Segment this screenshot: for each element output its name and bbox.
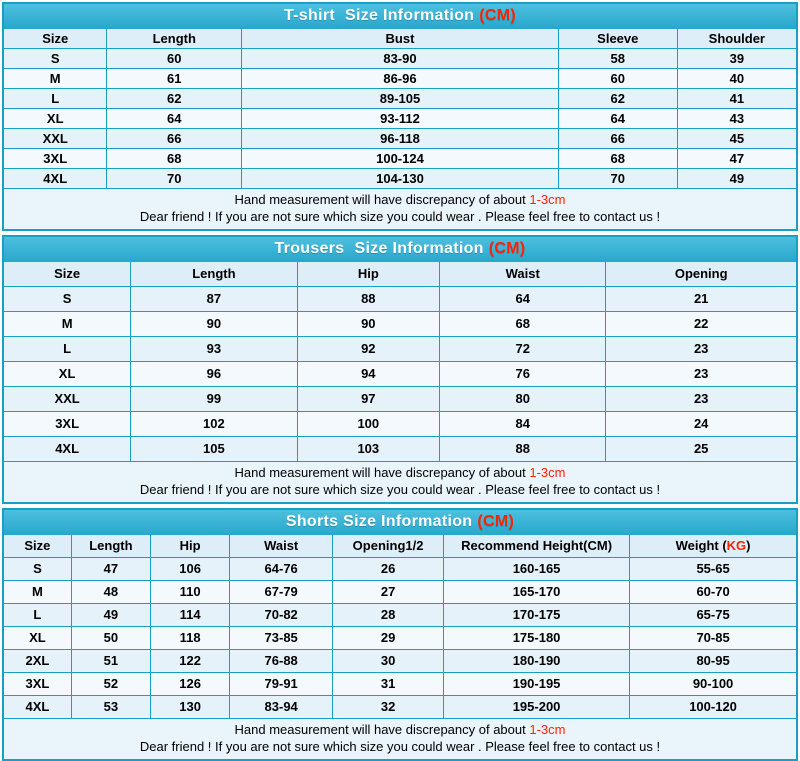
cell: 195-200 <box>444 696 630 719</box>
shorts-header-weight-post: ) <box>746 538 751 553</box>
shorts-header-weight <box>630 535 796 558</box>
tshirt-note-measurement-text: Hand measurement will have discrepancy of about <box>234 192 530 207</box>
tshirt-title-unit-open: ( <box>479 7 485 24</box>
tshirt-note-measurement <box>4 191 796 208</box>
table-row <box>4 49 796 69</box>
cell: 90 <box>297 312 440 337</box>
table-row <box>4 604 796 627</box>
shorts-header-height-post: ) <box>607 538 613 553</box>
shorts-notes <box>4 719 796 759</box>
cell: 21 <box>606 287 796 312</box>
table-row <box>4 109 796 129</box>
trousers-size-table <box>4 262 796 462</box>
shorts-note-contact: Dear friend ! If you are not sure which size you could wear . Please feel free to contact us ! <box>139 739 661 754</box>
trousers-header-length: Length <box>131 262 297 287</box>
tshirt-header-bust: Bust <box>242 29 559 49</box>
tshirt-title-unit-close: ) <box>510 7 517 24</box>
cell: 23 <box>606 337 796 362</box>
cell: 80-95 <box>630 650 796 673</box>
cell: 96 <box>131 362 297 387</box>
table-row <box>4 650 796 673</box>
cell: 49 <box>71 604 150 627</box>
cell: 88 <box>440 437 606 462</box>
shorts-note-tolerance: 1-3cm <box>529 722 566 737</box>
table-row <box>4 69 796 89</box>
shorts-title-main: Shorts Size Information <box>285 513 473 530</box>
cell: 110 <box>151 581 230 604</box>
table-header-row <box>4 29 796 49</box>
cell: 47 <box>677 149 796 169</box>
cell: 2XL <box>4 650 71 673</box>
cell: 62 <box>107 89 242 109</box>
cell: 114 <box>151 604 230 627</box>
table-row <box>4 169 796 189</box>
shorts-title-unit-open: ( <box>477 513 483 530</box>
shorts-header-length: Length <box>71 535 150 558</box>
cell: 96-118 <box>242 129 559 149</box>
cell: XL <box>4 109 107 129</box>
cell: 175-180 <box>444 627 630 650</box>
cell: 90 <box>131 312 297 337</box>
table-row <box>4 287 796 312</box>
cell: 4XL <box>4 696 71 719</box>
cell: 50 <box>71 627 150 650</box>
cell: 100-120 <box>630 696 796 719</box>
cell: 32 <box>333 696 444 719</box>
cell: 52 <box>71 673 150 696</box>
cell: 62 <box>558 89 677 109</box>
tshirt-note-tolerance: 1-3cm <box>529 192 566 207</box>
shorts-title-unit-close: ) <box>508 513 515 530</box>
cell: 73-85 <box>230 627 333 650</box>
trousers-panel-title <box>4 237 796 262</box>
cell: 58 <box>558 49 677 69</box>
cell: 3XL <box>4 149 107 169</box>
shorts-header-hip: Hip <box>151 535 230 558</box>
tshirt-title-main: T-shirt <box>283 7 335 24</box>
cell: S <box>4 287 131 312</box>
cell: 90-100 <box>630 673 796 696</box>
table-row <box>4 627 796 650</box>
cell: 100 <box>297 412 440 437</box>
trousers-title-unit-open: ( <box>488 240 495 257</box>
shorts-header-opening: Opening1/2 <box>333 535 444 558</box>
shorts-note-measurement <box>4 721 796 738</box>
cell: 87 <box>131 287 297 312</box>
shorts-header-weight-pre: Weight ( <box>675 538 727 553</box>
table-row <box>4 696 796 719</box>
shorts-size-table <box>4 535 796 719</box>
cell: 92 <box>297 337 440 362</box>
cell: 60 <box>107 49 242 69</box>
cell: 99 <box>131 387 297 412</box>
cell: 80 <box>440 387 606 412</box>
cell: 49 <box>677 169 796 189</box>
cell: 45 <box>677 129 796 149</box>
cell: 23 <box>606 362 796 387</box>
trousers-note-measurement <box>4 464 796 481</box>
cell: S <box>4 558 71 581</box>
cell: 28 <box>333 604 444 627</box>
table-header-row <box>4 262 796 287</box>
table-row <box>4 129 796 149</box>
cell: 130 <box>151 696 230 719</box>
cell: 102 <box>131 412 297 437</box>
cell: 76 <box>440 362 606 387</box>
cell: 66 <box>558 129 677 149</box>
cell: 97 <box>297 387 440 412</box>
cell: 67-79 <box>230 581 333 604</box>
cell: L <box>4 604 71 627</box>
cell: 104-130 <box>242 169 559 189</box>
cell: L <box>4 89 107 109</box>
cell: 122 <box>151 650 230 673</box>
table-row <box>4 437 796 462</box>
cell: 88 <box>297 287 440 312</box>
cell: 79-91 <box>230 673 333 696</box>
shorts-header-weight-unit: KG <box>726 538 747 553</box>
trousers-title-sub: Size Information <box>354 240 484 257</box>
cell: 29 <box>333 627 444 650</box>
tshirt-header-sleeve: Sleeve <box>558 29 677 49</box>
trousers-note-measurement-text: Hand measurement will have discrepancy of about <box>234 465 530 480</box>
cell: 118 <box>151 627 230 650</box>
tshirt-panel-title <box>4 4 796 29</box>
cell: 180-190 <box>444 650 630 673</box>
trousers-title-main: Trousers <box>274 240 345 257</box>
cell: 170-175 <box>444 604 630 627</box>
trousers-note-contact: Dear friend ! If you are not sure which size you could wear . Please feel free to contact us ! <box>139 482 661 497</box>
cell: 55-65 <box>630 558 796 581</box>
table-row <box>4 673 796 696</box>
cell: 94 <box>297 362 440 387</box>
cell: 83-90 <box>242 49 559 69</box>
shorts-panel-title <box>4 510 796 535</box>
cell: 68 <box>107 149 242 169</box>
cell: 24 <box>606 412 796 437</box>
cell: 93-112 <box>242 109 559 129</box>
cell: 83-94 <box>230 696 333 719</box>
table-row <box>4 412 796 437</box>
cell: 100-124 <box>242 149 559 169</box>
cell: 190-195 <box>444 673 630 696</box>
tshirt-title-sub: Size Information <box>344 7 475 24</box>
cell: 4XL <box>4 169 107 189</box>
tshirt-header-length: Length <box>107 29 242 49</box>
cell: 66 <box>107 129 242 149</box>
cell: XL <box>4 627 71 650</box>
trousers-header-size: Size <box>4 262 131 287</box>
cell: 39 <box>677 49 796 69</box>
trousers-title-unit-close: ) <box>519 240 526 257</box>
tshirt-size-table <box>4 29 796 189</box>
cell: 84 <box>440 412 606 437</box>
table-header-row <box>4 535 796 558</box>
shorts-header-waist: Waist <box>230 535 333 558</box>
cell: 160-165 <box>444 558 630 581</box>
cell: XXL <box>4 387 131 412</box>
shorts-header-height-pre: Recommend Height( <box>461 538 588 553</box>
table-row <box>4 558 796 581</box>
cell: 22 <box>606 312 796 337</box>
cell: S <box>4 49 107 69</box>
cell: 103 <box>297 437 440 462</box>
cell: 76-88 <box>230 650 333 673</box>
cell: 70 <box>558 169 677 189</box>
cell: 65-75 <box>630 604 796 627</box>
cell: 86-96 <box>242 69 559 89</box>
cell: 68 <box>558 149 677 169</box>
tshirt-header-shoulder: Shoulder <box>677 29 796 49</box>
cell: 105 <box>131 437 297 462</box>
cell: 64 <box>558 109 677 129</box>
cell: 89-105 <box>242 89 559 109</box>
trousers-header-hip: Hip <box>297 262 440 287</box>
cell: 61 <box>107 69 242 89</box>
cell: M <box>4 581 71 604</box>
cell: XXL <box>4 129 107 149</box>
cell: 165-170 <box>444 581 630 604</box>
tshirt-note-contact: Dear friend ! If you are not sure which size you could wear . Please feel free to contact us ! <box>139 209 661 224</box>
cell: 47 <box>71 558 150 581</box>
cell: 25 <box>606 437 796 462</box>
cell: 64 <box>440 287 606 312</box>
cell: 72 <box>440 337 606 362</box>
shorts-size-panel <box>2 508 798 761</box>
cell: 126 <box>151 673 230 696</box>
table-row <box>4 337 796 362</box>
shorts-header-height <box>444 535 630 558</box>
table-row <box>4 362 796 387</box>
trousers-title-unit: CM <box>494 240 520 257</box>
cell: 51 <box>71 650 150 673</box>
cell: 40 <box>677 69 796 89</box>
cell: 23 <box>606 387 796 412</box>
cell: 60-70 <box>630 581 796 604</box>
cell: 70-85 <box>630 627 796 650</box>
tshirt-header-size: Size <box>4 29 107 49</box>
tshirt-title-unit: CM <box>484 7 511 24</box>
cell: 27 <box>333 581 444 604</box>
trousers-header-waist: Waist <box>440 262 606 287</box>
cell: 70-82 <box>230 604 333 627</box>
cell: L <box>4 337 131 362</box>
cell: 26 <box>333 558 444 581</box>
cell: 43 <box>677 109 796 129</box>
cell: 41 <box>677 89 796 109</box>
cell: 30 <box>333 650 444 673</box>
cell: 93 <box>131 337 297 362</box>
cell: M <box>4 69 107 89</box>
cell: M <box>4 312 131 337</box>
cell: 60 <box>558 69 677 89</box>
table-row <box>4 581 796 604</box>
trousers-notes <box>4 462 796 502</box>
shorts-header-size: Size <box>4 535 71 558</box>
trousers-header-opening: Opening <box>606 262 796 287</box>
cell: 4XL <box>4 437 131 462</box>
shorts-title-unit: CM <box>483 513 509 530</box>
cell: 31 <box>333 673 444 696</box>
cell: 68 <box>440 312 606 337</box>
shorts-note-measurement-text: Hand measurement will have discrepancy of about <box>234 722 530 737</box>
cell: XL <box>4 362 131 387</box>
cell: 70 <box>107 169 242 189</box>
shorts-header-height-unit: CM <box>587 538 608 553</box>
trousers-size-panel <box>2 235 798 504</box>
cell: 3XL <box>4 673 71 696</box>
cell: 3XL <box>4 412 131 437</box>
cell: 48 <box>71 581 150 604</box>
trousers-note-tolerance: 1-3cm <box>529 465 566 480</box>
table-row <box>4 149 796 169</box>
table-row <box>4 312 796 337</box>
cell: 106 <box>151 558 230 581</box>
tshirt-size-panel <box>2 2 798 231</box>
cell: 64 <box>107 109 242 129</box>
tshirt-notes <box>4 189 796 229</box>
table-row <box>4 387 796 412</box>
cell: 64-76 <box>230 558 333 581</box>
table-row <box>4 89 796 109</box>
cell: 53 <box>71 696 150 719</box>
